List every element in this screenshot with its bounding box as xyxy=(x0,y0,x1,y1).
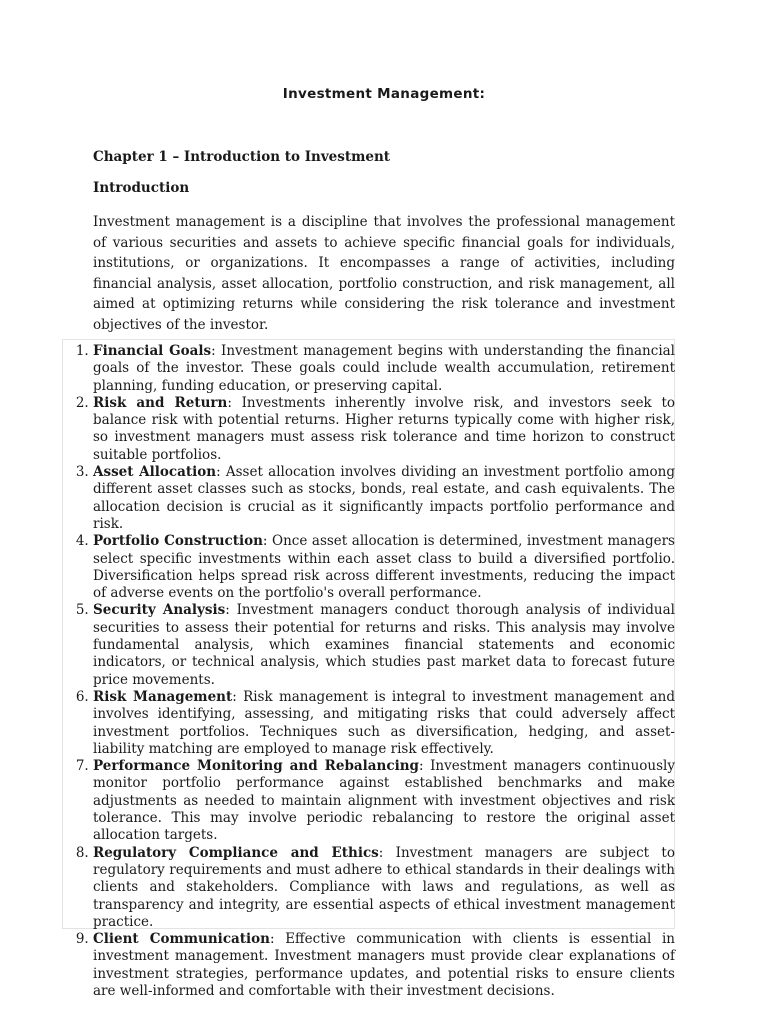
list-item xyxy=(93,343,675,395)
intro-paragraph: Investment management is a discipline that involves the professional management of various securities and assets to achieve specific financial goals for individuals, institutions, or organizations. It encompasses a range of activities, including financial analysis, asset allocation, portfolio construction, and risk management, all aimed at optimizing returns while considering the risk tolerance and investment objectives of the investor. xyxy=(93,214,675,333)
section-heading: Introduction xyxy=(93,180,190,196)
list-item-text: : Once asset allocation is determined, investment managers select specific investments within each asset class to build a diversified portfolio. Diversification helps spread risk across different investments, reducing the impact of adverse events on the portfolio's overall performance. xyxy=(93,533,675,602)
list-item xyxy=(93,464,675,533)
list-item-term: Client Communication xyxy=(93,931,270,948)
list-item xyxy=(93,845,675,931)
list-item-term: Security Analysis xyxy=(93,602,226,619)
list-item-text: : Investments inherently involve risk, and investors seek to balance risk with potential returns. Higher returns typically come with higher risk, so investment managers must assess risk tolerance and time horizon to construct suitable portfolios. xyxy=(93,394,675,463)
list-item-text: : Risk management is integral to investment management and involves identifying, assessing, and mitigating risks that could adversely affect investment portfolios. Techniques such as diversification, hedging, and asset-liability matching are employed to manage risk effectively. xyxy=(93,688,675,757)
list-item xyxy=(93,689,675,758)
list-item xyxy=(93,931,675,1000)
list-item-text: : Investment managers conduct thorough analysis of individual securities to assess their potential for returns and risks. This analysis may involve fundamental analysis, which examines financial statements and economic indicators, or technical analysis, which studies past market data to forecast future price movements. xyxy=(93,602,675,688)
list-item-text: : Investment managers are subject to regulatory requirements and must adhere to ethical standards in their dealings with clients and stakeholders. Compliance with laws and regulations, as well as transparency and integrity, are essential aspects of ethical investment management practice. xyxy=(93,844,675,930)
list-item-text: : Asset allocation involves dividing an investment portfolio among different asset classes such as stocks, bonds, real estate, and cash equivalents. The allocation decision is crucial as it significantly impacts portfolio performance and risk. xyxy=(93,464,675,532)
document-title: Investment Management: xyxy=(282,86,486,102)
list-item xyxy=(93,533,675,602)
list-item-term: Regulatory Compliance and Ethics xyxy=(93,844,379,861)
list-item xyxy=(93,602,675,688)
list-item-term: Portfolio Construction xyxy=(93,533,263,550)
chapter-heading: Chapter 1 – Introduction to Investment xyxy=(93,149,391,165)
list-item-term: Performance Monitoring and Rebalancing xyxy=(93,758,419,775)
list-item xyxy=(93,395,675,464)
list-item-text: : Effective communication with clients is essential in investment management. Investment managers must provide clear explanations of investment strategies, performance updates, and potential risks to ensure clients are well-informed and comfortable with their investment decisions. xyxy=(93,931,675,999)
list-item-text: : Investment managers continuously monitor portfolio performance against established benchmarks and make adjustments as needed to maintain alignment with investment objectives and risk tolerance. This may involve periodic rebalancing to restore the original asset allocation targets. xyxy=(93,758,675,844)
list-item-term: Asset Allocation xyxy=(93,464,217,481)
list-item-term: Financial Goals xyxy=(93,343,212,359)
list-item-term: Risk Management xyxy=(93,688,233,705)
list-item-term: Risk and Return xyxy=(93,394,228,411)
list-item-text: : Investment management begins with understanding the financial goals of the investor. These goals could include wealth accumulation, retirement planning, funding education, or preserving capital. xyxy=(93,343,675,394)
key-concepts-list xyxy=(62,343,675,1000)
list-item xyxy=(93,758,675,844)
